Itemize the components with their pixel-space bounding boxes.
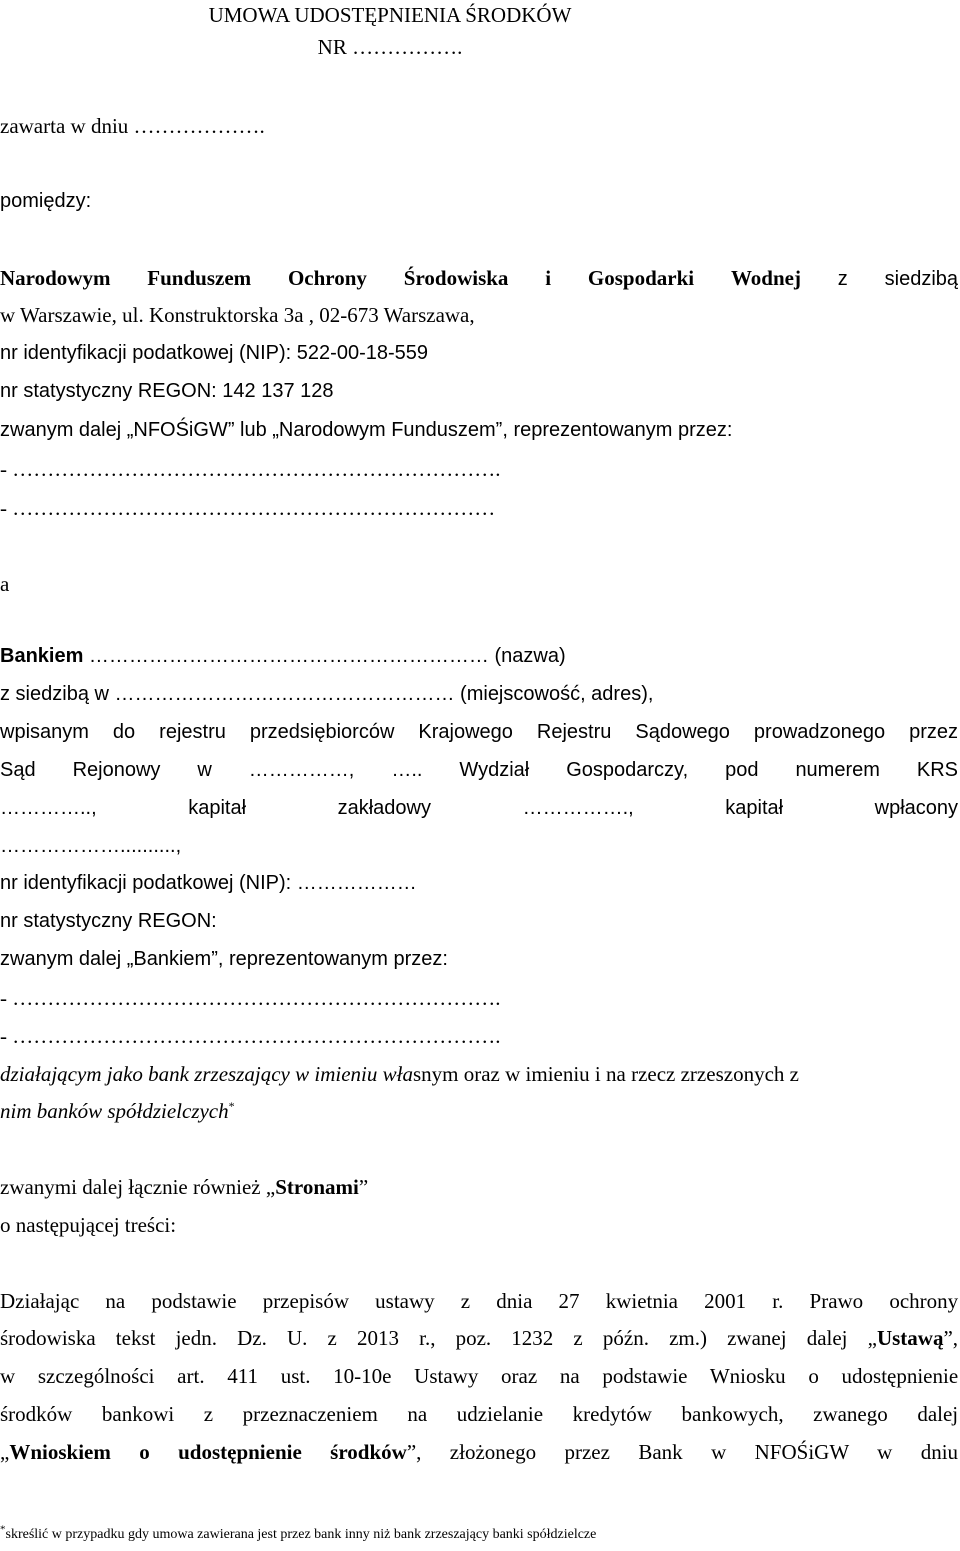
word: Krajowego: [418, 721, 513, 743]
word: wpłacony: [874, 797, 959, 819]
body-line-3: [0, 1363, 958, 1389]
word: art.: [177, 1364, 205, 1388]
word: w: [0, 1364, 16, 1388]
word: środowiska: [0, 1326, 96, 1350]
footnote: [0, 1523, 597, 1544]
word: Bank: [638, 1440, 683, 1464]
bank-called: zwanym dalej „Bankiem”, reprezentowanym przez:: [0, 948, 448, 970]
word: Ustawy: [414, 1364, 479, 1388]
title-line-2: NR …………….: [317, 35, 463, 59]
word: numerem: [795, 759, 880, 781]
nfos-seat-word: siedzibą: [884, 268, 959, 290]
word: ”,: [406, 1440, 422, 1464]
footnote-star: *: [0, 1523, 6, 1536]
word: ust.: [280, 1364, 311, 1388]
word: kapitał: [188, 797, 247, 819]
parties-line: zwanymi dalej łącznie również „Stronami”: [0, 1175, 369, 1199]
word: kapitał: [725, 797, 784, 819]
bank-representative-2: - …………………………………………………………….: [0, 1024, 501, 1048]
word: szczególności: [37, 1364, 155, 1388]
word: przepisów: [262, 1289, 349, 1313]
body-line-2: środowiska tekst jedn. Dz. U. z 2013 r., poz. 1232 z późn. zm.) zwanej dalej „Ustawą”,: [0, 1326, 959, 1350]
word: 1232: [511, 1326, 554, 1350]
word: NFOŚiGW: [754, 1440, 849, 1464]
word: 2013: [357, 1326, 399, 1350]
bank-name-line: [0, 643, 958, 669]
acting-normal: snym oraz w imieniu i na rzecz zrzeszonych z: [412, 1062, 799, 1086]
word: 10-10e: [333, 1364, 392, 1388]
bank-register: [0, 719, 958, 745]
nfos-nip: nr identyfikacji podatkowej (NIP): 522-00-18-559: [0, 342, 428, 364]
word: w: [877, 1440, 893, 1464]
nfos-name-word: Gospodarki: [587, 266, 695, 290]
word: na: [105, 1289, 126, 1313]
nfos-regon: nr statystyczny REGON: 142 137 128: [0, 380, 334, 402]
word: bankowych,: [681, 1402, 784, 1426]
word: Sąd: [0, 759, 36, 781]
word: …………….,: [522, 797, 634, 819]
word: kwietnia: [605, 1289, 678, 1313]
word: podstawie: [151, 1289, 237, 1313]
word: bankowi: [101, 1402, 175, 1426]
word: poz.: [455, 1326, 492, 1350]
word: 27: [558, 1289, 580, 1313]
bank-seat: z siedzibą w …………………………………………… (miejscowość, adres),: [0, 683, 654, 705]
word: zakładowy: [337, 797, 431, 819]
word: Dz.: [237, 1326, 267, 1350]
ustawa-bold: Ustawą: [876, 1326, 944, 1350]
word: Rejonowy: [72, 759, 161, 781]
word: z: [460, 1289, 471, 1313]
nfos-name-word: Funduszem: [147, 266, 252, 290]
bank-capital-paid: ………………..........,: [0, 835, 182, 857]
and-word: a: [0, 572, 10, 596]
word: 2001: [704, 1289, 747, 1313]
document-title: [0, 2, 780, 28]
footnote-text: skreślić w przypadku gdy umowa zawierana jest przez bank inny niż bank zrzeszający banki spółdzielcze: [5, 1527, 597, 1542]
word: r.,: [419, 1326, 436, 1350]
word: na: [559, 1364, 580, 1388]
word: ochrony: [889, 1289, 959, 1313]
word: dnia: [496, 1289, 533, 1313]
word: późn.: [602, 1326, 649, 1350]
word: zm.): [669, 1326, 707, 1350]
word: …..: [391, 759, 423, 781]
word: Prawo: [809, 1289, 864, 1313]
word: w: [197, 759, 212, 781]
word: prowadzonego: [753, 721, 886, 743]
word: dalej: [806, 1326, 848, 1350]
word: Działając: [0, 1289, 80, 1313]
word: tekst: [115, 1326, 156, 1350]
bank-representative-1: - …………………………………………………………….: [0, 986, 501, 1010]
between-label: pomiędzy:: [0, 190, 92, 212]
word: kredytów: [572, 1402, 652, 1426]
word: Sądowego: [635, 721, 730, 743]
word: złożonego: [449, 1440, 537, 1464]
word: z: [327, 1326, 337, 1350]
bank-capital: [0, 795, 958, 821]
nfos-name-word: i: [545, 266, 552, 290]
word: udzielanie: [456, 1402, 544, 1426]
wniosek-bold: Wnioskiem o udostępnienie środków: [9, 1440, 407, 1464]
word: na: [407, 1402, 428, 1426]
word: z: [573, 1326, 583, 1350]
contract-date: zawarta w dniu ……………….: [0, 114, 265, 138]
word: do: [112, 721, 136, 743]
acting-italic: działającym jako bank zrzeszający w imieniu wła: [0, 1062, 413, 1086]
title-line-1: UMOWA UDOSTĘPNIENIA ŚRODKÓW: [208, 3, 572, 27]
word: Wydział: [459, 759, 530, 781]
word: w: [711, 1440, 727, 1464]
bank-label: Bankiem: [0, 645, 84, 667]
word: Wniosku: [709, 1364, 786, 1388]
word: z: [203, 1402, 214, 1426]
acting-as-line-2: [0, 1098, 958, 1124]
word: podstawie: [602, 1364, 688, 1388]
body-line-4: [0, 1401, 958, 1427]
nfos-name-line: [0, 265, 958, 292]
content-intro: o następującej treści:: [0, 1213, 177, 1237]
body-line-1: [0, 1288, 958, 1314]
word: r.: [772, 1289, 784, 1313]
word: dalej: [917, 1402, 959, 1426]
word: Gospodarczy,: [566, 759, 689, 781]
word: pod: [725, 759, 759, 781]
footnote-marker: *: [228, 1099, 235, 1113]
word: Rejestru: [536, 721, 612, 743]
nfos-representative-1: - …………………………………………………………….: [0, 457, 501, 481]
word: KRS: [916, 759, 959, 781]
word: przeznaczeniem: [242, 1402, 378, 1426]
nfos-called: zwanym dalej „NFOŚiGW” lub „Narodowym Funduszem”, reprezentowanym przez:: [0, 419, 733, 441]
word: zwanej: [727, 1326, 787, 1350]
word: dniu: [920, 1440, 959, 1464]
word: ……………,: [248, 759, 355, 781]
nfos-name-word: Środowiska: [403, 266, 509, 290]
word: oraz: [501, 1364, 538, 1388]
word: przedsiębiorców: [249, 721, 395, 743]
word: przez: [564, 1440, 610, 1464]
word: jedn.: [175, 1326, 217, 1350]
nfos-name-word: Narodowym: [0, 266, 111, 290]
bank-court: [0, 757, 958, 783]
word: …………..,: [0, 797, 97, 819]
nfos-address: w Warszawie, ul. Konstruktorska 3a , 02-673 Warszawa,: [0, 303, 475, 327]
bank-regon: nr statystyczny REGON:: [0, 910, 217, 932]
word: przez: [909, 721, 959, 743]
bank-nip: nr identyfikacji podatkowej (NIP): ………………: [0, 872, 417, 894]
document-number: [0, 34, 780, 60]
parties-bold: Stronami: [275, 1175, 359, 1199]
bank-name-placeholder: …………………………………………………… (nazwa): [83, 645, 566, 667]
nfos-name-word: Ochrony: [287, 266, 367, 290]
word: środków: [0, 1402, 73, 1426]
nfos-representative-2: - ……………………………………………………………: [0, 496, 496, 520]
word: udostępnienie: [841, 1364, 959, 1388]
nfos-seat-z: z: [837, 268, 848, 290]
acting-as-line-1: [0, 1061, 958, 1087]
word: rejestru: [159, 721, 226, 743]
word: wpisanym: [0, 721, 89, 743]
word: o: [808, 1364, 819, 1388]
nfos-name-word: Wodnej: [730, 266, 801, 290]
acting-italic-2: nim banków spółdzielczych: [0, 1099, 229, 1123]
word: 411: [227, 1364, 258, 1388]
word: ustawy: [375, 1289, 435, 1313]
word: zwanego: [813, 1402, 888, 1426]
word: U.: [287, 1326, 308, 1350]
body-line-5: „Wnioskiem o udostępnienie środków”, złożonego przez Bank w NFOŚiGW w dniu: [0, 1440, 959, 1464]
